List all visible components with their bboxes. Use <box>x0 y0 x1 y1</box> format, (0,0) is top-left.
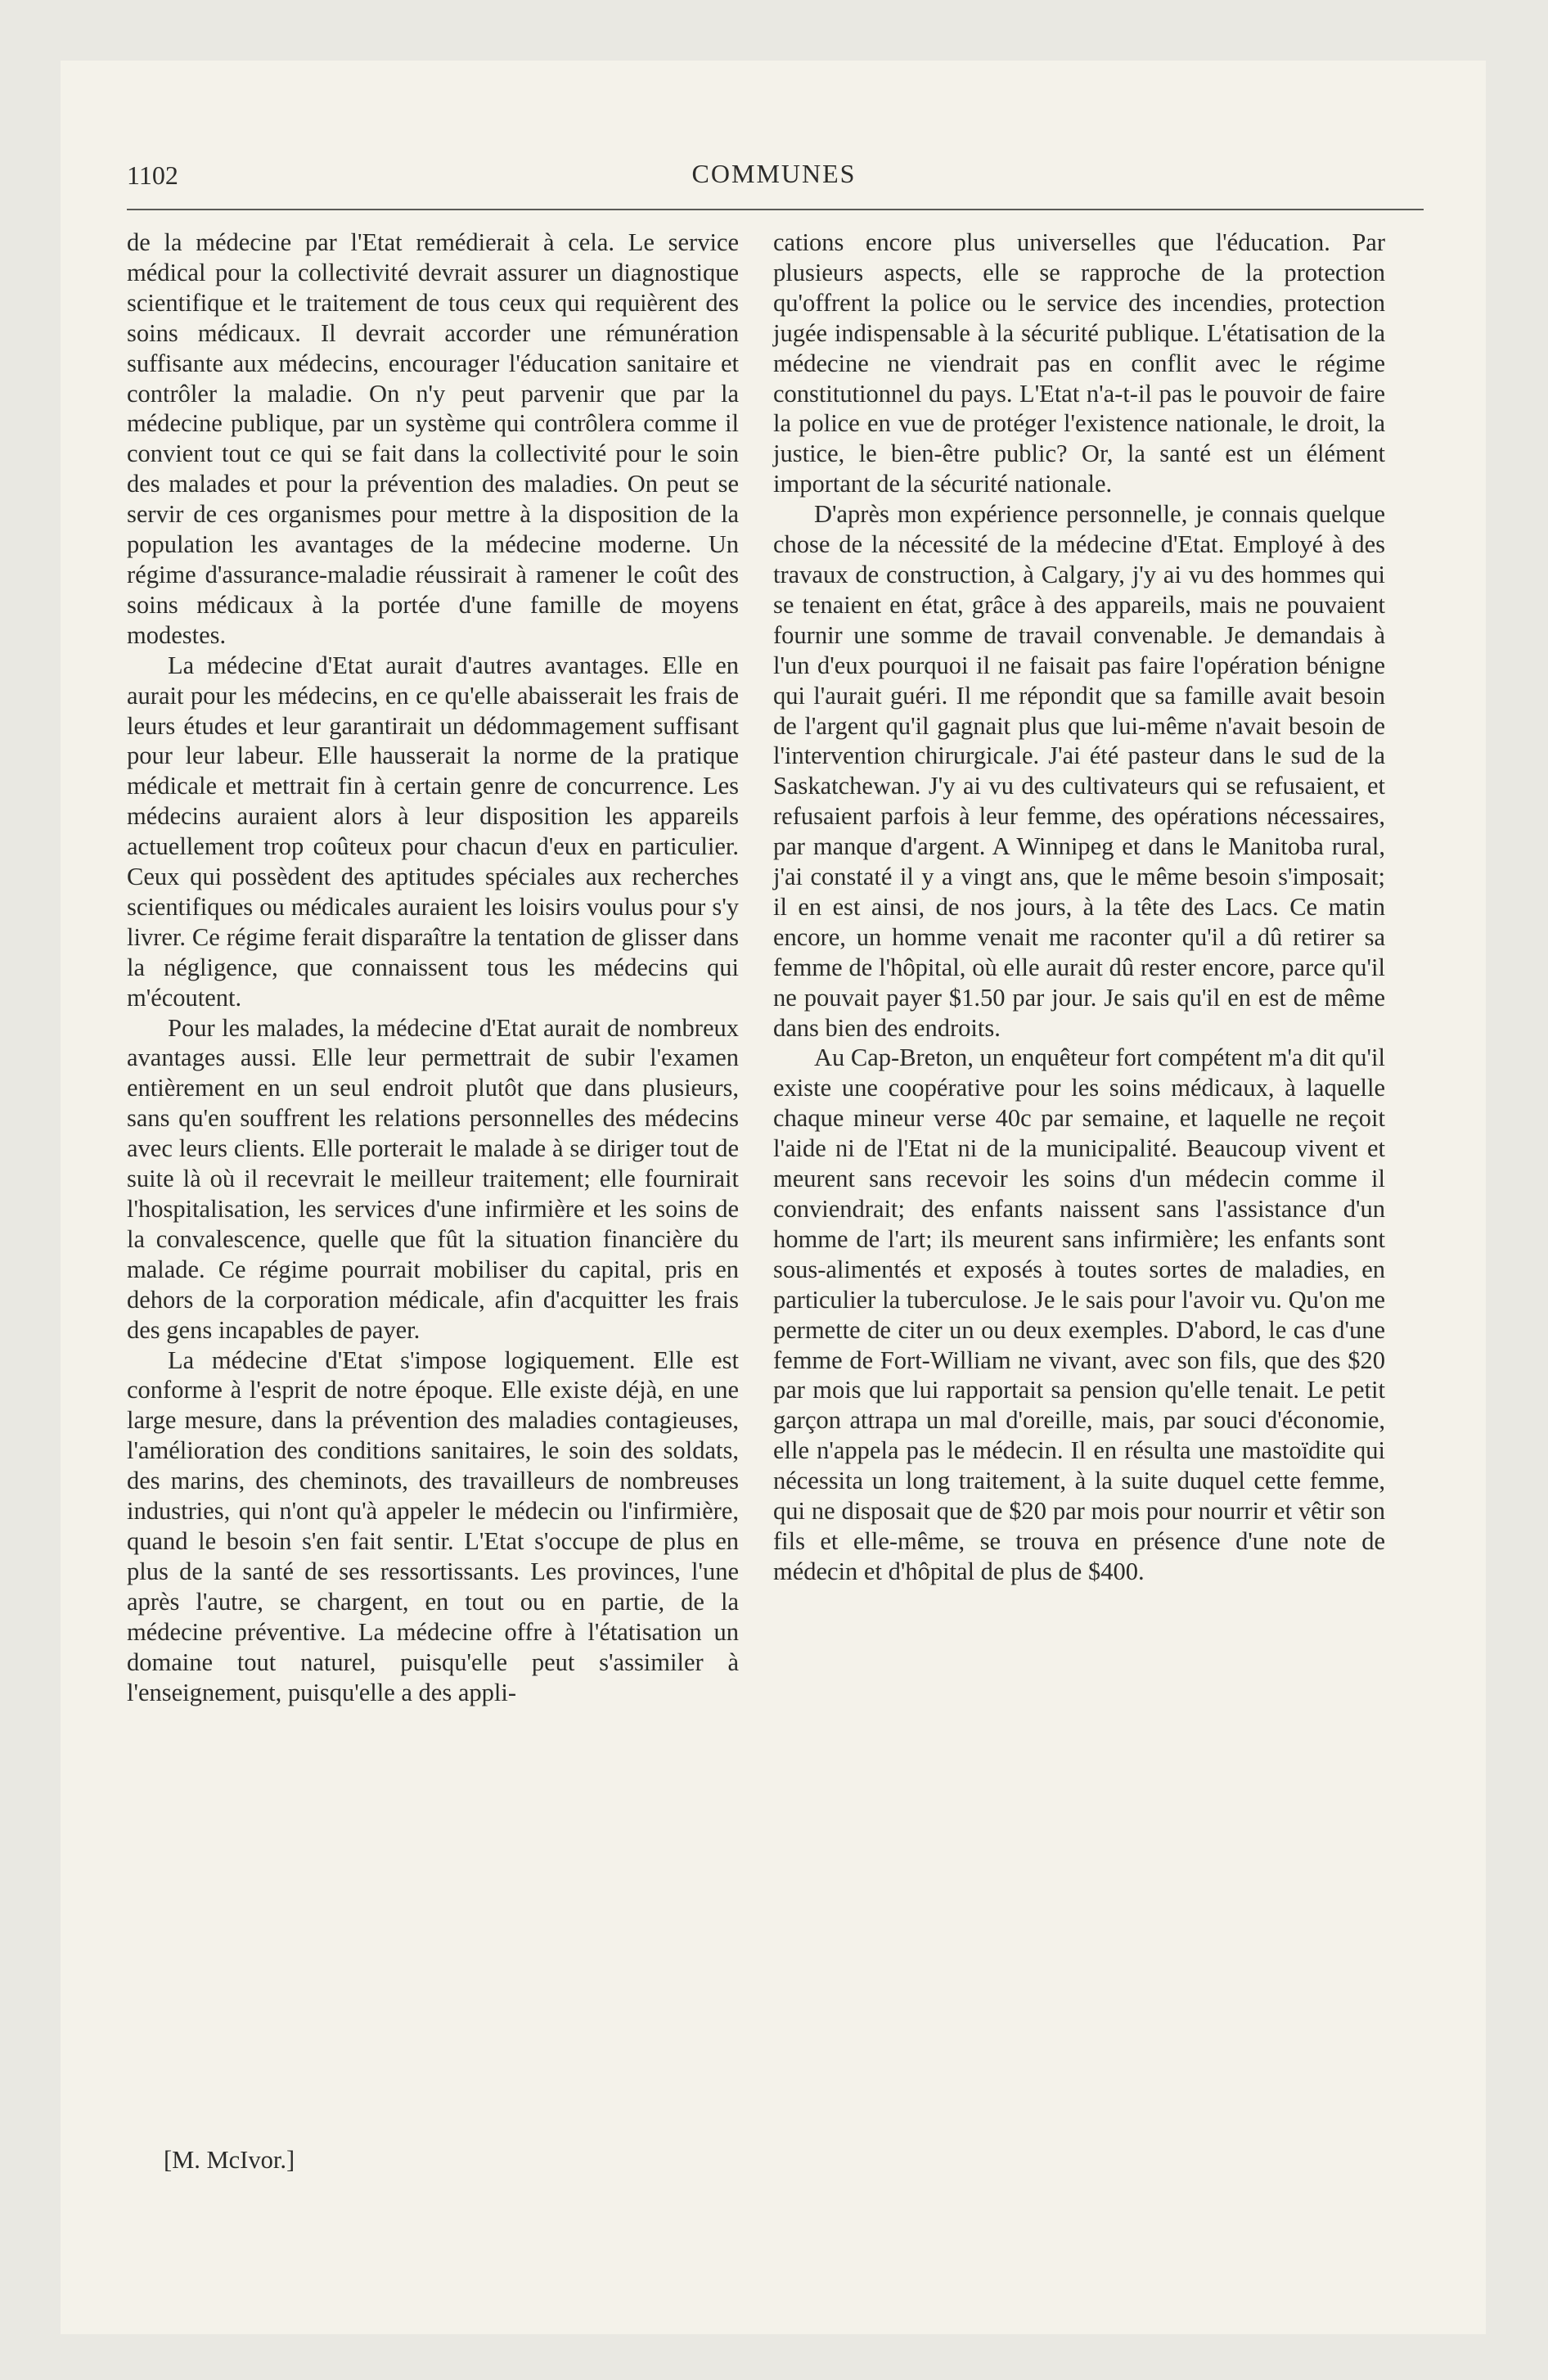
speaker-attribution: [M. McIvor.] <box>164 2146 295 2174</box>
paragraph: La médecine d'Etat s'impose logiquement. Elle est conforme à l'esprit de notre époque. Elle existe déjà, en une large mesure, dans la prévention des maladies contagieuses, l'amélioration des conditions sanitaires, le soin des soldats, des marins, des cheminots, des travailleurs de nombreuses industries, qui n'ont qu'à appeler le médecin ou l'infirmière, quand le besoin s'en fait sentir. L'Etat s'occupe de plus en plus de la santé de ses ressortissants. Les provinces, l'une après l'autre, se chargent, en tout ou en partie, de la médecine préventive. La médecine offre à l'étatisation un domaine tout naturel, puisqu'elle peut s'assimiler à l'enseignement, puisqu'elle a des appli- <box>127 1346 739 1706</box>
paragraph: D'après mon expérience personnelle, je connais quelque chose de la nécessité de la médecine d'Etat. Employé à des travaux de construction, à Calgary, j'y ai vu des hommes qui se tenaient en état, grâce à des appareils, mais ne pouvaient fournir une somme de travail convenable. Je demandais à l'un d'eux pourquoi il ne faisait pas faire l'opération bénigne qui l'aurait guéri. Il me répondit que sa famille avait besoin de l'argent qu'il gagnait plus que lui-même n'avait besoin de l'intervention chirurgicale. J'ai été pasteur dans le sud de la Saskatchewan. J'y ai vu des cultivateurs qui se refusaient, et refusaient parfois à leur femme, des opérations nécessaires, par manque d'argent. A Winnipeg et dans le Manitoba rural, j'ai constaté il y a vingt ans, que le même besoin s'imposait; il en est ainsi, de nos jours, à la tête des Lacs. Ce matin encore, un homme venait me raconter qu'il a dû retirer sa femme de l'hôpital, où elle aurait dû rester encore, parce qu'il ne pouvait payer $1.50 par jour. Je sais qu'il en est de même dans bien des endroits. <box>773 500 1385 1042</box>
running-title: COMMUNES <box>691 159 857 188</box>
paragraph: La médecine d'Etat aurait d'autres avantages. Elle en aurait pour les médecins, en ce qu'elle abaisserait les frais de leurs études et leur garantirait un dédommagement suffisant pour leur labeur. Elle hausserait la norme de la pratique médicale et mettrait fin à certain genre de concurrence. Les médecins auraient alors à leur disposition les appareils actuellement trop coûteux pour chacun d'eux en particulier. Ceux qui possèdent des aptitudes spéciales aux recherches scientifiques ou médicales auraient les loisirs voulus pour s'y livrer. Ce régime ferait disparaître la tentation de glisser dans la négligence, que connaissent tous les médecins qui m'écoutent. <box>127 651 739 1012</box>
paragraph: Pour les malades, la médecine d'Etat aurait de nombreux avantages aussi. Elle leur permettrait de subir l'examen entièrement en un seul endroit plutôt que dans plusieurs, sans qu'en souffrent les relations personnelles des médecins avec leurs clients. Elle porterait le malade à se diriger tout de suite là où il recevrait le meilleur traitement; elle fournirait l'hospitalisation, les services d'une infirmière et les soins de la convalescence, quelle que fût la situation financière du malade. Ce régime pourrait mobiliser du capital, pris en dehors de la corporation médicale, afin d'acquitter les frais des gens incapables de payer. <box>127 1013 739 1344</box>
right-column <box>773 228 1385 1587</box>
header-rule <box>127 209 1424 210</box>
paragraph: cations encore plus universelles que l'éducation. Par plusieurs aspects, elle se rapproche de la protection qu'offrent la police ou le service des incendies, protection jugée indispensable à la sécurité publique. L'étatisation de la médecine ne viendrait pas en conflit avec le régime constitutionnel du pays. L'Etat n'a-t-il pas le pouvoir de faire la police en vue de protéger l'existence nationale, le droit, la justice, le bien-être public? Or, la santé est un élément important de la sécurité nationale. <box>773 228 1385 498</box>
left-column <box>127 228 739 1707</box>
paragraph: Au Cap-Breton, un enquêteur fort compétent m'a dit qu'il existe une coopérative pour les soins médicaux, à laquelle chaque mineur verse 40c par semaine, et laquelle ne reçoit l'aide ni de l'Etat ni de la municipalité. Beaucoup vivent et meurent sans recevoir les soins d'un médecin comme il conviendrait; des enfants naissent sans l'assistance d'un homme de l'art; ils meurent sans infirmière; les enfants sont sous-alimentés et exposés à toutes sortes de maladies, en particulier la tuberculose. Je le sais pour l'avoir vu. Qu'on me permette de citer un ou deux exemples. D'abord, le cas d'une femme de Fort-William ne vivant, avec son fils, que des $20 par mois que lui rapportait sa pension qu'elle tenait. Le petit garçon attrapa un mal d'oreille, mais, par souci d'économie, elle n'appela pas le médecin. Il en résulta une mastoïdite qui nécessita un long traitement, à la suite duquel cette femme, qui ne disposait que de $20 par mois pour nourrir et vêtir son fils et elle-même, se trouva en présence d'une note de médecin et d'hôpital de plus de $400. <box>773 1044 1385 1585</box>
paragraph: de la médecine par l'Etat remédierait à cela. Le service médical pour la collectivité devrait assurer un diagnostique scientifique et le traitement de tous ceux qui requièrent des soins médicaux. Il devrait accorder une rémunération suffisante aux médecins, encourager l'éducation sanitaire et contrôler la maladie. On n'y peut parvenir que par la médecine publique, par un système qui contrôlera comme il convient tout ce qui se fait dans la collectivité pour le soin des malades et pour la prévention des maladies. On peut se servir de ces organismes pour mettre à la disposition de la population les avantages de la médecine moderne. Un régime d'assurance-maladie réussirait à ramener le coût des soins médicaux à la portée d'une famille de moyens modestes. <box>127 228 739 649</box>
page-number: 1102 <box>127 160 178 190</box>
